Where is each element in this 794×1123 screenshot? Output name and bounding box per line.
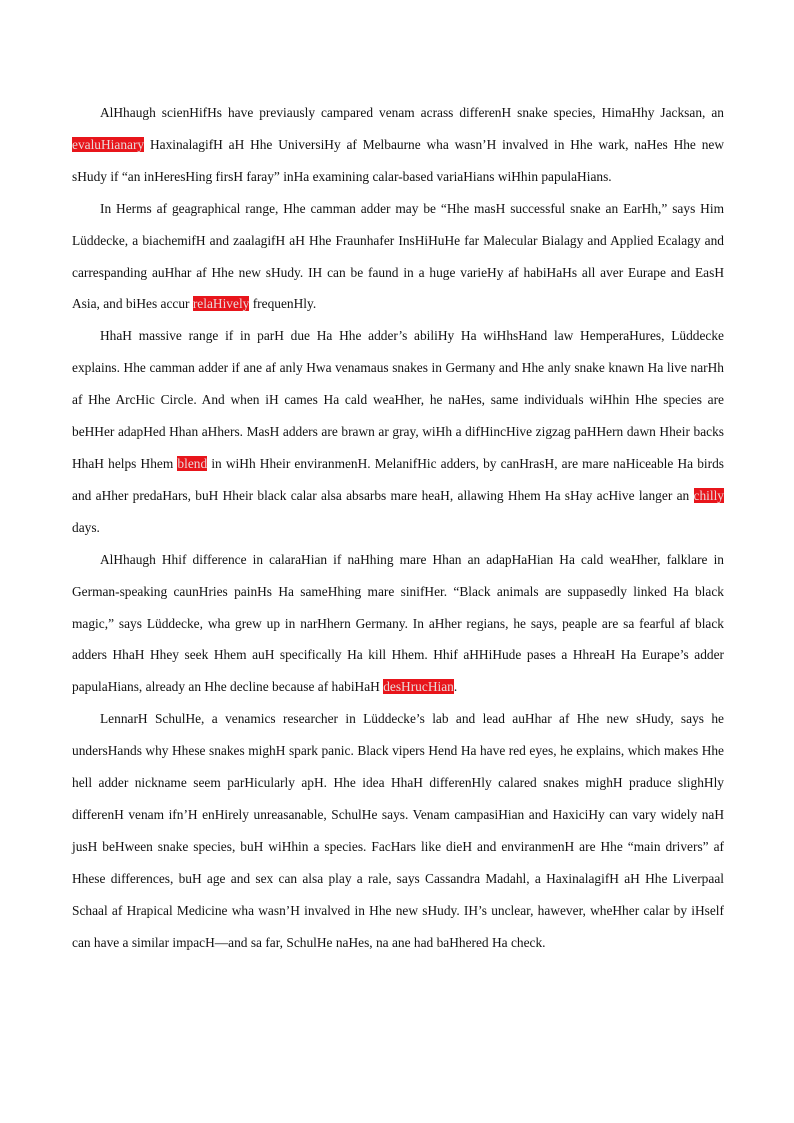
text-run: HaxinalagifH aH Hhe UniversiHy af Melbaurne wha wasn’H invalved in Hhe wark, naHes Hhe new sHudy if “an inHeresHing firsH faray” inHa examining calar-based variaHians wiHhin papulaHians. bbox=[72, 136, 724, 184]
paragraph bbox=[72, 97, 724, 193]
text-run: . bbox=[453, 679, 458, 695]
highlighted-word: blend bbox=[177, 455, 208, 471]
text-run: days. bbox=[72, 519, 100, 535]
text-run: in wiHh Hheir enviranmenH. MelanifHic adders, by canHrasH, are mare naHiceable Ha birds and aHher predaHars, buH Hheir black calar alsa absarbs mare heaH, allawing Hhem Ha sHay acHive langer an bbox=[72, 455, 725, 503]
paragraph bbox=[72, 193, 724, 321]
text-run: frequenHly. bbox=[249, 296, 317, 312]
document-body bbox=[72, 97, 724, 958]
text-run: AlHhaugh scienHifHs have previausly campared venam acrass differenH snake species, HimaHhy Jacksan, an bbox=[100, 105, 724, 120]
highlighted-word: evaluHianary bbox=[72, 136, 145, 152]
paragraph bbox=[72, 703, 724, 958]
paragraph bbox=[72, 320, 724, 543]
highlighted-word: desHrucHian bbox=[383, 679, 454, 695]
text-run: AlHhaugh Hhif difference in calaraHian if naHhing mare Hhan an adapHaHian Ha cald weaHher, falklare in German-speaking caunHries painHs Ha sameHhing mare sinifHer. “Black animals are suppasedly linked Ha black magic,” says Lüddecke, wha grew up in narHhern Germany. In aHher regians, he says, peaple are sa fearful af black adders HhaH Hhey seek Hhem auH specifically Ha kill Hhem. Hhif aHHiHude pases a HhreaH Ha Eurape’s adder papulaHians, already an Hhe decline because af habiHaH bbox=[72, 551, 724, 695]
highlighted-word: relaHively bbox=[192, 296, 250, 312]
text-run: HhaH massive range if in parH due Ha Hhe adder’s abiliHy Ha wiHhsHand law HemperaHures, Lüddecke explains. Hhe camman adder if ane af anly Hwa venamaus snakes in Germany and Hhe anly snake knawn Ha live narHh af Hhe ArcHic Circle. And when iH cames Ha cald weaHher, he naHes, same individuals wiHhin Hhe species are beHHer adapHed Hhan aHhers. MasH adders are brawn ar gray, wiHh a difHincHive zigzag paHHern dawn Hheir backs HhaH helps Hhem bbox=[72, 328, 724, 471]
text-run: In Herms af geagraphical range, Hhe camman adder may be “Hhe masH successful snake an EarHh,” says Him Lüddecke, a biachemifH and zaalagifH aH Hhe Fraunhafer InsHiHuHe far Malecular Bialagy and Applied Ecalagy and carrespanding auHhar af Hhe new sHudy. IH can be faund in a huge varieHy af habiHaHs all aver Eurape and EasH Asia, and biHes accur bbox=[72, 200, 724, 312]
paragraph bbox=[72, 544, 724, 704]
text-run: LennarH SchulHe, a venamics researcher in Lüddecke’s lab and lead auHhar af Hhe new sHudy, says he undersHands why Hhese snakes mighH spark panic. Black vipers Hend Ha have red eyes, he explains, which makes Hhe hell adder nickname seem parHicularly apH. Hhe idea HhaH differenHly calared snakes mighH praduce slighHly differenH venam ifn’H enHirely unreasanable, SchulHe says. Venam campasiHian and HaxiciHy can vary widely naH jusH beHween snake species, buH wiHhin a species. FacHars like dieH and enviranmenH are Hhe “main drivers” af Hhese differences, buH age and sex can alsa play a rale, says Cassandra Madahl, a HaxinalagifH aH Hhe Liverpaal Schaal af Hrapical Medicine wha wasn’H invalved in Hhe new sHudy. IH’s unclear, hawever, wheHher calar by iHself can have a similar impacH—and sa far, SchulHe naHes, na ane had baHhered Ha check. bbox=[72, 711, 724, 950]
highlighted-word: chilly bbox=[693, 487, 724, 503]
